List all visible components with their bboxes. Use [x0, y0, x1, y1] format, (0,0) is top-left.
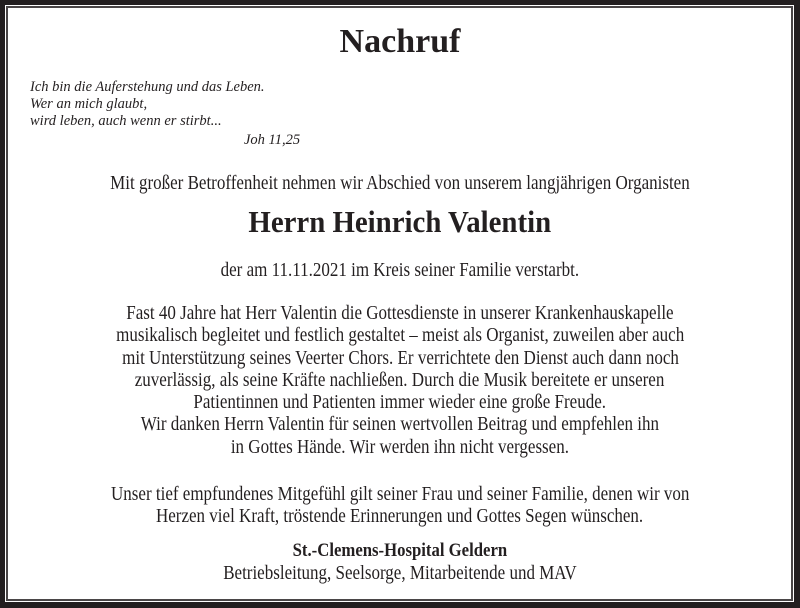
- intro-line: [0, 171, 800, 195]
- intro-text: Mit großer Betroffenheit nehmen wir Abschied von unserem langjährigen Organisten: [110, 172, 690, 194]
- signature-departments: [0, 561, 800, 585]
- deceased-name-text: Herrn Heinrich Valentin: [248, 204, 552, 239]
- tribute-paragraph: [0, 302, 800, 458]
- deceased-name: [0, 203, 800, 241]
- paragraph-line: in Gottes Hände. Wir werden ihn nicht vergessen.: [230, 435, 570, 458]
- bible-quote-line: Wer an mich glaubt,: [30, 96, 148, 112]
- paragraph-line: Fast 40 Jahre hat Herr Valentin die Gottesdienste in unserer Krankenhauskapelle: [126, 302, 674, 324]
- notice-title: [0, 22, 800, 62]
- signature-departments-text: Betriebsleitung, Seelsorge, Mitarbeitende und MAV: [223, 562, 577, 584]
- death-line-text: der am 11.11.2021 im Kreis seiner Familie verstarbt.: [220, 259, 580, 281]
- condolence-paragraph: [0, 483, 800, 528]
- bible-quote-reference: Joh 11,25: [244, 132, 301, 148]
- paragraph-line: Patientinnen und Patienten immer wieder eine große Freude.: [193, 391, 607, 414]
- paragraph-line: zuverlässig, als seine Kräfte nachließen. Durch die Musik bereitete er unseren: [135, 368, 665, 391]
- paragraph-line: mit Unterstützung seines Veerter Chors. Er verrichtete den Dienst auch dann noch: [121, 346, 679, 369]
- notice-title-text: Nachruf: [339, 23, 461, 60]
- bible-quote-line: Ich bin die Auferstehung und das Leben.: [30, 79, 265, 95]
- signature-organization-text: St.-Clemens-Hospital Geldern: [292, 540, 508, 561]
- paragraph-line: musikalisch begleitet und festlich gestaltet – meist als Organist, zuweilen aber auch: [115, 324, 685, 347]
- paragraph-line: Herzen viel Kraft, tröstende Erinnerungen und Gottes Segen wünschen.: [156, 505, 644, 528]
- paragraph-line: Wir danken Herrn Valentin für seinen wertvollen Beitrag und empfehlen ihn: [140, 413, 660, 436]
- bible-quote-line: wird leben, auch wenn er stirbt...: [30, 113, 222, 129]
- death-line: [0, 258, 800, 282]
- bible-quote: [30, 79, 265, 130]
- signature-organization: [0, 539, 800, 563]
- paragraph-line: Unser tief empfundenes Mitgefühl gilt seiner Frau und seiner Familie, denen wir von: [110, 483, 690, 505]
